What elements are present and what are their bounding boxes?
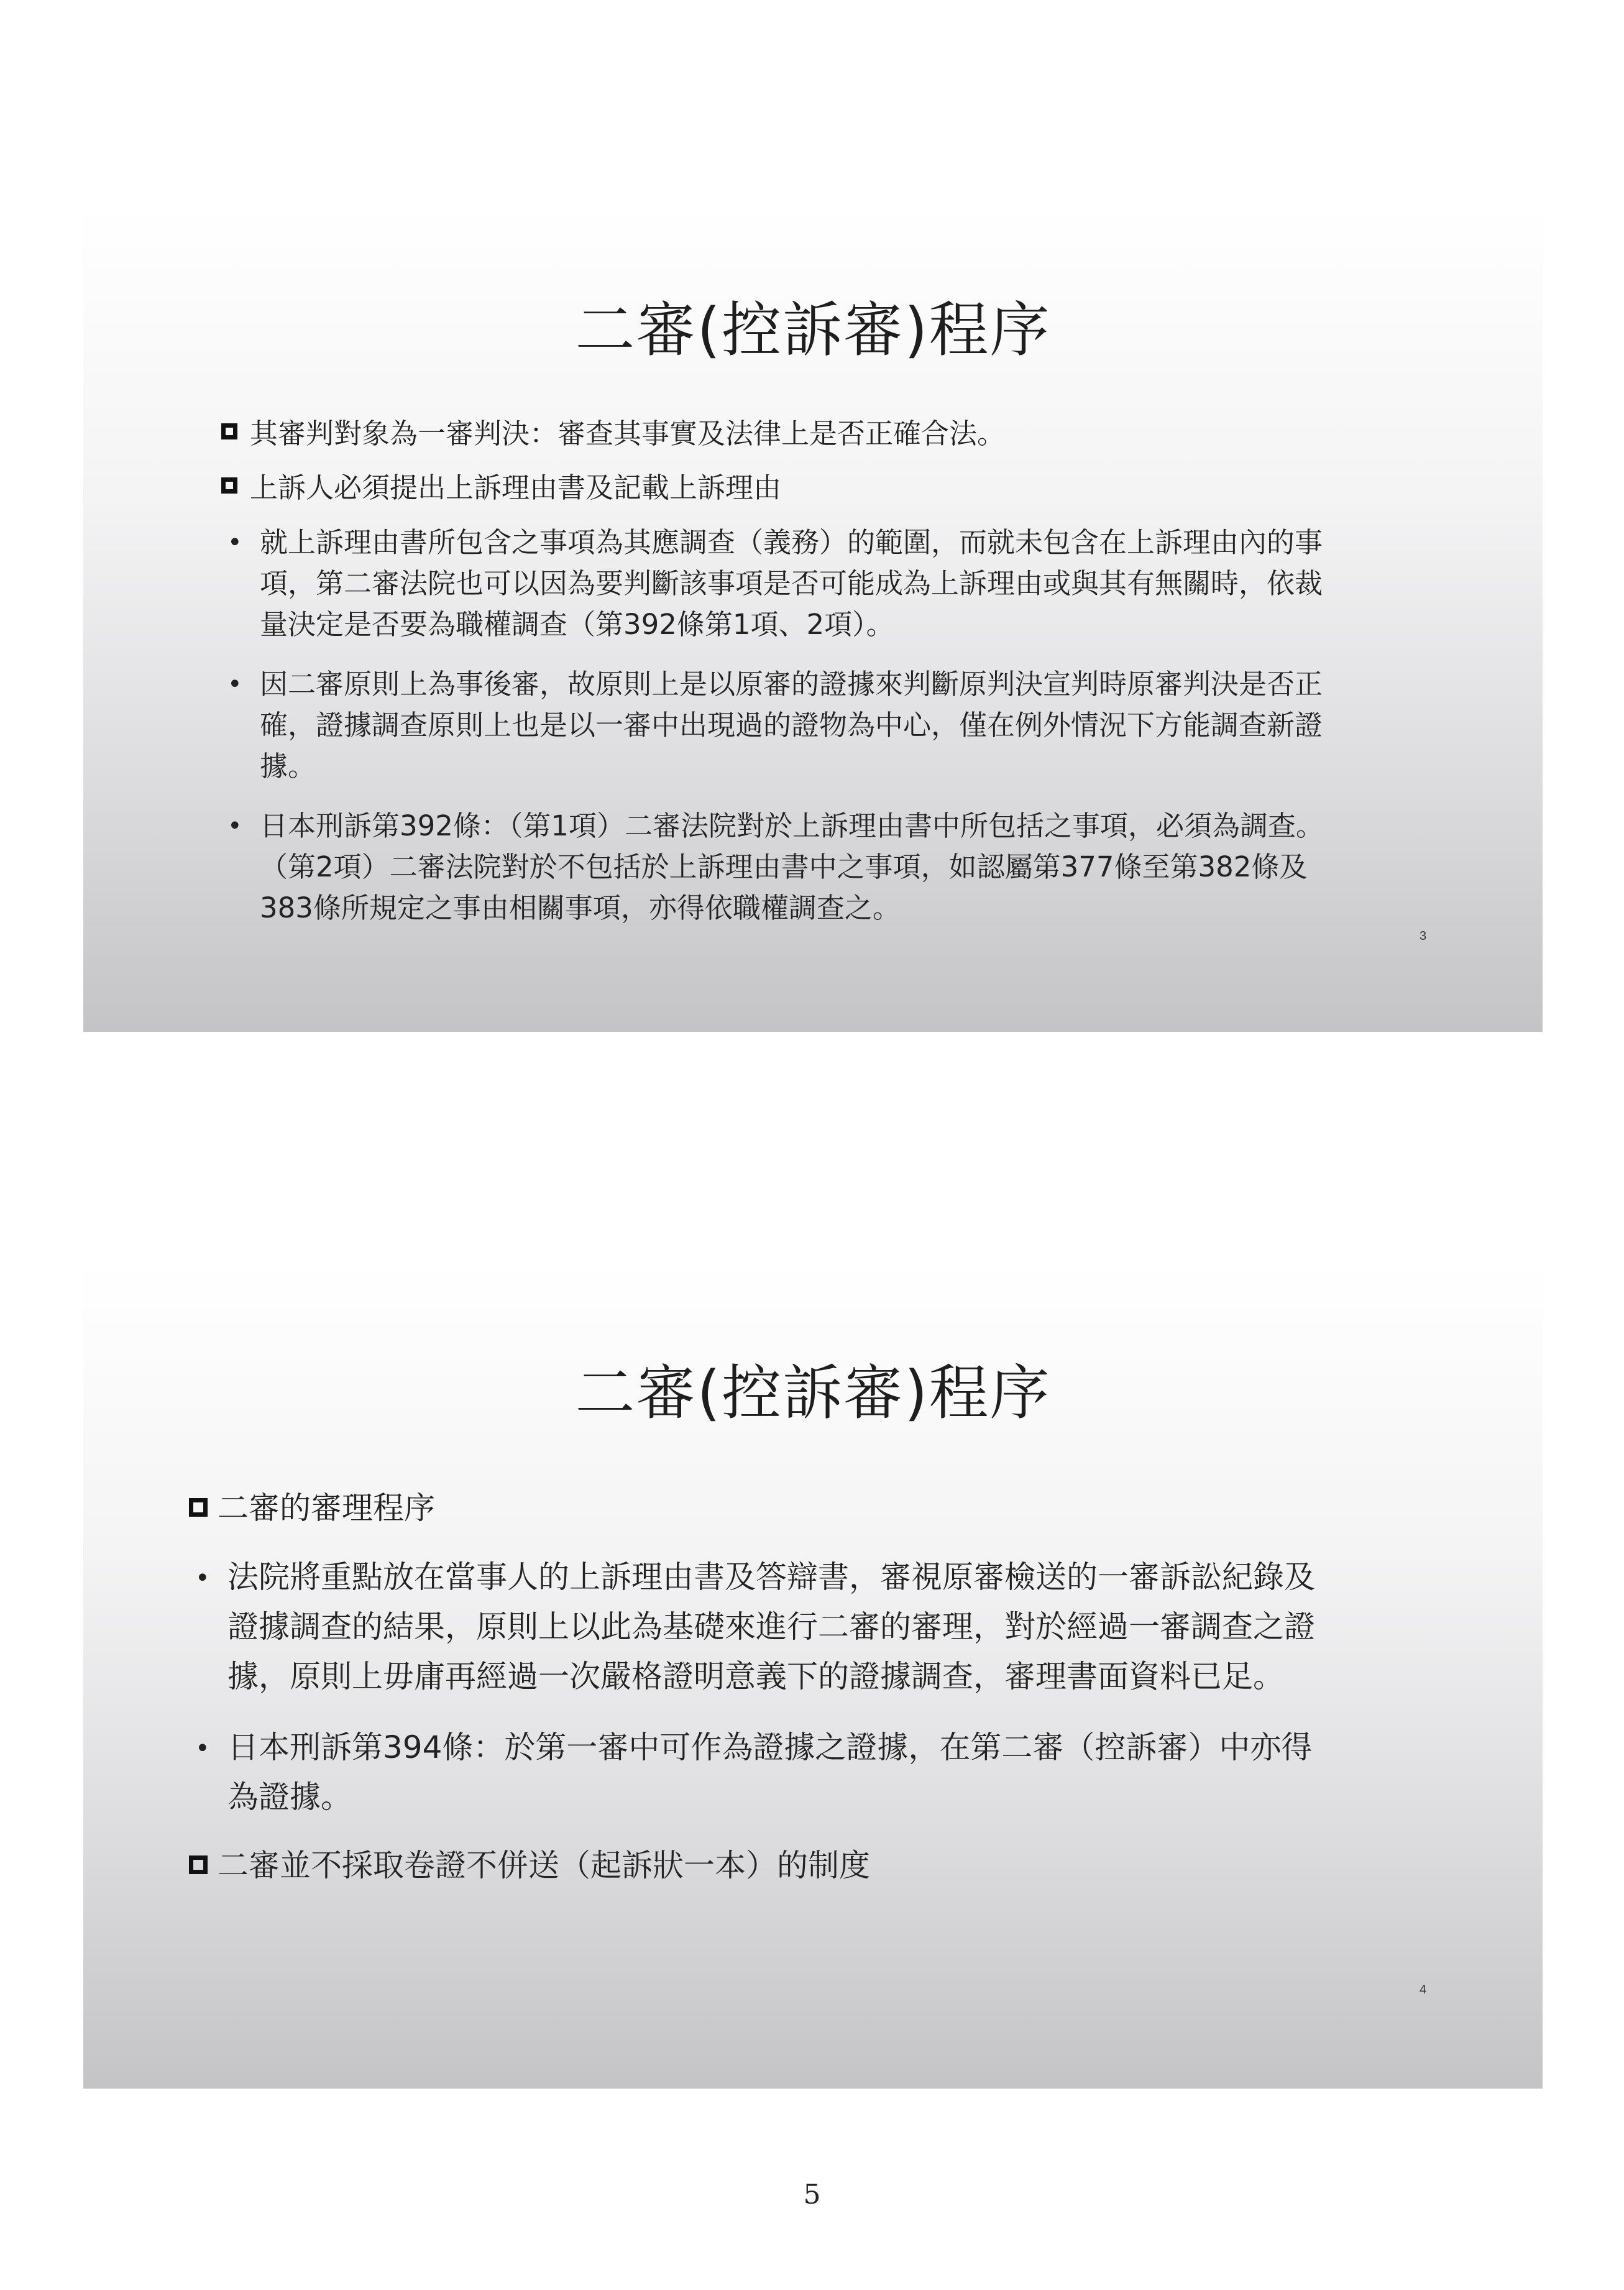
- bullet-item: [221, 664, 1508, 787]
- item-text: 二審的審理程序: [218, 1490, 435, 1526]
- bullet-item: [221, 522, 1508, 645]
- square-bullet-icon: [189, 1855, 208, 1874]
- slide-content: [189, 1486, 1469, 1909]
- bullet-line: 量決定是否要為職權調查（第392條第1項、2項）。: [260, 607, 894, 641]
- square-bullet-icon: [221, 477, 237, 494]
- bullet-item: [189, 1722, 1469, 1822]
- bullet-line: 日本刑訴第392條：（第1項）二審法院對於上訴理由書中所包括之事項，必須為調查。: [260, 809, 1324, 842]
- bullet-line: 證據調查的結果，原則上以此為基礎來進行二審的審理，對於經過一審調查之證: [227, 1608, 1315, 1645]
- bullet-line: 項，第二審法院也可以因為要判斷該事項是否可能成為上訴理由或與其有無關時，依裁: [260, 566, 1323, 600]
- bullet-item: [189, 1552, 1469, 1701]
- square-bullet-item: [221, 467, 1508, 508]
- square-bullet-icon: [221, 423, 237, 439]
- square-bullet-item: [189, 1486, 1469, 1531]
- square-bullet-item: [189, 1843, 1469, 1888]
- slide-3: [83, 205, 1543, 1032]
- bullet-line: （第2項）二審法院對於不包括於上訴理由書中之事項，如認屬第377條至第382條及: [260, 850, 1308, 883]
- bullet-line: 據。: [260, 749, 316, 783]
- bullet-item: [221, 806, 1508, 929]
- slide-title: 二審(控訴審)程序: [575, 295, 1051, 365]
- bullet-line: 確，證據調查原則上也是以一審中出現過的證物為中心，僅在例外情況下方能調查新證: [260, 708, 1323, 742]
- slide-number: 4: [1420, 1983, 1427, 1997]
- slide-number: 3: [1420, 929, 1427, 943]
- square-bullet-icon: [189, 1498, 208, 1517]
- bullet-dot-icon: •: [195, 1734, 210, 1763]
- bullet-line: 就上訴理由書所包含之事項為其應調查（義務）的範圍，而就未包含在上訴理由內的事: [260, 525, 1323, 559]
- bullet-line: 因二審原則上為事後審，故原則上是以原審的證據來判斷原判決宣判時原審判決是否正: [260, 667, 1323, 701]
- page-number: 5: [803, 2179, 821, 2210]
- item-text: 上訴人必須提出上訴理由書及記載上訴理由: [250, 471, 782, 505]
- bullet-dot-icon: •: [227, 811, 242, 840]
- bullet-line: 據，原則上毋庸再經過一次嚴格證明意義下的證據調查，審理書面資料已足。: [227, 1658, 1284, 1695]
- item-text: 二審並不採取卷證不併送（起訴狀一本）的制度: [218, 1847, 870, 1883]
- square-bullet-item: [221, 413, 1508, 454]
- bullet-dot-icon: •: [227, 669, 242, 699]
- item-text: 其審判對象為一審判決：審查其事實及法律上是否正確合法。: [250, 417, 1006, 450]
- bullet-line: 法院將重點放在當事人的上訴理由書及答辯書，審視原審檢送的一審訴訟紀錄及: [227, 1558, 1315, 1595]
- bullet-line: 日本刑訴第394條：於第一審中可作為證據之證據，在第二審（控訴審）中亦得: [227, 1729, 1313, 1765]
- bullet-dot-icon: •: [227, 528, 242, 557]
- slide-content: [221, 413, 1508, 947]
- slide-4: [83, 1262, 1543, 2089]
- bullet-dot-icon: •: [195, 1563, 210, 1593]
- bullet-line: 為證據。: [227, 1778, 352, 1815]
- slide-title: 二審(控訴審)程序: [575, 1358, 1051, 1428]
- bullet-line: 383條所規定之事由相關事項，亦得依職權調查之。: [260, 891, 901, 924]
